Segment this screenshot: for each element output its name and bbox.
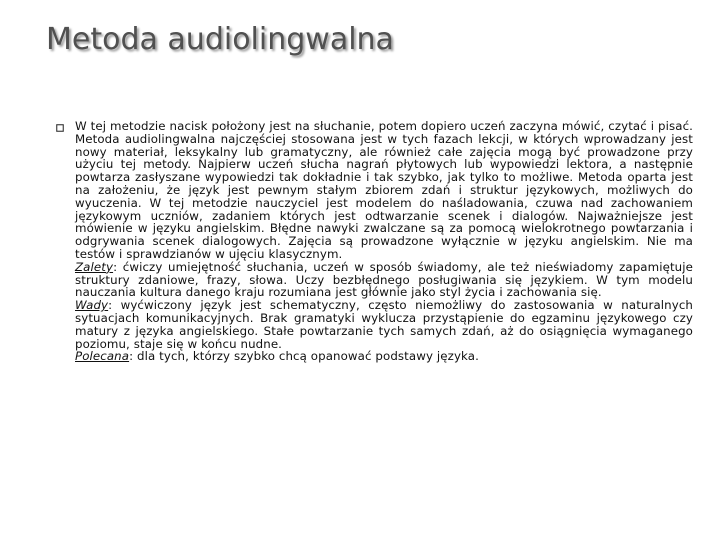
recommended-text: : dla tych, którzy szybko chcą opanować podstawy języka. xyxy=(129,349,479,364)
pros-label: Zalety xyxy=(75,259,114,274)
cons-text: : wyćwiczony język jest schematyczny, często niemożliwy do zastosowania w naturalnych sytuacjach komunikacyjnych. Brak gramatyki wyklucza przystąpienie do egzaminu językowego czy matury z języka angielskiego. Stałe powtarzanie tych samych zdań, aż do osiągnięcia wymaganego poziomu, staje się w końcu nudne. xyxy=(75,298,693,351)
slide-title: Metoda audiolingwalna xyxy=(46,22,394,57)
recommended-label: Polecana xyxy=(75,349,130,364)
cons-label: Wady xyxy=(75,298,109,313)
pros-text: : ćwiczy umiejętność słuchania, uczeń w sposób świadomy, ale też nieświadomy zapamiętuje struktury zdaniowe, frazy, słowa. Uczy bezbłędnego posługiwania się językiem. W tym modelu nauczania kultura danego kraju rozumiana jest głównie jako styl życia i zachowania się. xyxy=(75,259,693,300)
paragraph-intro: W tej metodzie nacisk położony jest na słuchanie, potem dopiero uczeń zaczyna mówić, czytać i pisać. Metoda audiolingwalna najczęściej stosowana jest w tych fazach lekcji, w których wprowadzany jest nowy materiał, leksykalny lub gramatyczny, ale również całe zajęcia mogą być prowadzone przy użyciu tej metody. Najpierw uczeń słucha nagrań płytowych lub wypowiedzi lektora, a następnie powtarza zasłyszane wypowiedzi tak dokładnie i tak szybko, jak tylko to możliwe. Metoda oparta jest na założeniu, że język jest pewnym stałym zbiorem zdań i struktur językowych, możliwych do wyuczenia. W tej metodzie nauczyciel jest modelem do naśladowania, czuwa nad zachowaniem językowym uczniów, zadaniem których jest odtwarzanie scenek i dialogów. Najważniejsze jest mówienie w języku angielskim. Błędne nawyki zwalczane są za pomocą wielokrotnego powtarzania i odgrywania scenek dialogowych. Zajęcia są prowadzone wyłącznie w języku angielskim. Nie ma testów i sprawdzianów w ujęciu klasycznym. xyxy=(75,119,693,261)
slide-content xyxy=(56,120,696,363)
bullet-text xyxy=(75,120,693,363)
hollow-square-bullet-icon xyxy=(56,124,64,132)
